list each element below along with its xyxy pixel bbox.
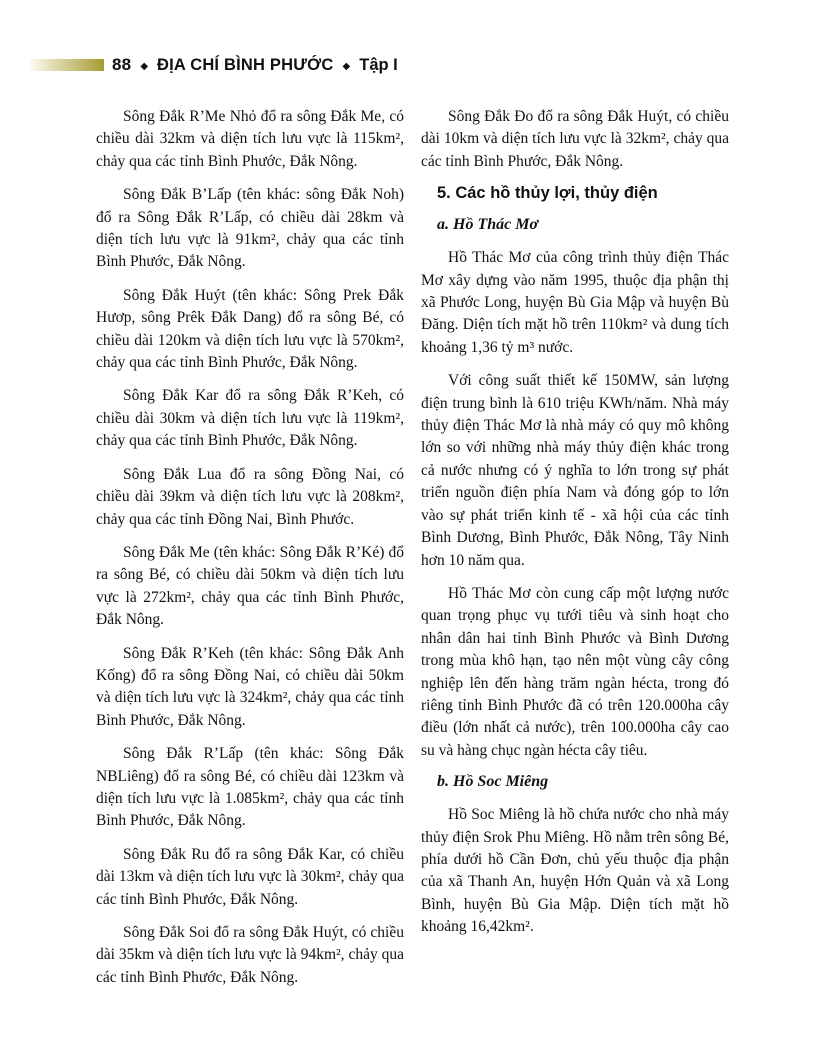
- diamond-icon: ◆: [342, 60, 351, 72]
- body-paragraph: Hồ Thác Mơ còn cung cấp một lượng nước quan trọng phục vụ tưới tiêu và sinh hoạt cho nhân dân hai tỉnh Bình Phước và Bình Dương trong mùa khô hạn, tạo nên một vùng cây công nghiệp lên đến hàng trăm ngàn hécta, trong đó riêng tỉnh Bình Phước đã có trên 120.000ha cây điều (lớn nhất cả nước), trên 100.000ha cây cao su và hàng chục ngàn hécta cây tiêu.: [421, 584, 729, 759]
- page-number: 88: [112, 55, 132, 74]
- body-paragraph: Sông Đắk Ru đổ ra sông Đắk Kar, có chiều dài 13km và diện tích lưu vực là 30km², chảy qua các tỉnh Bình Phước, Đắk Nông.: [96, 845, 404, 908]
- subheading-ho-thac-mo: a. Hồ Thác Mơ: [437, 216, 539, 234]
- volume-label: Tập I: [359, 55, 398, 74]
- book-title: ĐỊA CHÍ BÌNH PHƯỚC: [157, 55, 334, 74]
- body-paragraph: Với công suất thiết kế 150MW, sản lượng điện trung bình là 610 triệu KWh/năm. Nhà máy thủy điện Thác Mơ là nhà máy có quy mô không lớn so với những nhà máy thủy điện khác trong cả nước nhưng có ý nghĩa to lớn trong sự phát triển nguồn điện phía Nam và đóng góp to lớn vào sự phát triển kinh tế - xã hội của các tỉnh Bình Dương, Bình Phước, Đắk Nông, Tây Ninh hơn 10 năm qua.: [421, 372, 729, 569]
- left-column: [96, 106, 404, 1000]
- body-paragraph: Sông Đắk Kar đổ ra sông Đắk R’Keh, có chiều dài 30km và diện tích lưu vực là 119km², chảy qua các tỉnh Bình Phước, Đắk Nông.: [96, 387, 404, 450]
- body-paragraph: Sông Đắk Me (tên khác: Sông Đắk R’Ké) đổ ra sông Bé, có chiều dài 50km và diện tích lưu vực là 272km², chảy qua các tỉnh Bình Phước, Đắk Nông.: [96, 543, 404, 629]
- body-paragraph: Sông Đắk R’Keh (tên khác: Sông Đắk Anh Kống) đổ ra sông Đồng Nai, có chiều dài 50km và diện tích lưu vực là 324km², chảy qua các tỉnh Bình Phước, Đắk Nông.: [96, 644, 404, 729]
- two-column-text: [96, 106, 729, 1000]
- body-paragraph: Hồ Thác Mơ của công trình thủy điện Thác Mơ xây dựng vào năm 1995, thuộc địa phận thị xã Phước Long, huyện Bù Gia Mập và huyện Bù Đăng. Diện tích mặt hồ trên 110km² và dung tích khoảng 1,36 tỷ m³ nước.: [421, 249, 729, 356]
- page-header: [30, 52, 786, 78]
- body-paragraph: Sông Đắk R’Me Nhỏ đổ ra sông Đắk Me, có chiều dài 32km và diện tích lưu vực là 115km², chảy qua các tỉnh Bình Phước, Đắk Nông.: [96, 108, 404, 170]
- header-gradient-bar: [30, 59, 104, 71]
- subheading-ho-soc-mieng: b. Hồ Soc Miêng: [437, 773, 549, 791]
- body-paragraph: Sông Đắk B’Lấp (tên khác: sông Đắk Noh) đổ ra Sông Đắk R’Lấp, có chiều dài 28km và diện tích lưu vực là 91km², chảy qua các tỉnh Bình Phước, Đắk Nông.: [96, 186, 404, 271]
- diamond-icon: ◆: [140, 60, 149, 72]
- section-heading-lakes: 5. Các hồ thủy lợi, thủy điện: [437, 184, 658, 203]
- body-paragraph: Sông Đắk R’Lấp (tên khác: Sông Đắk NBLiêng) đổ ra sông Bé, có chiều dài 123km và diện tích lưu vực là 1.085km², chảy qua các tỉnh Bình Phước, Đắk Nông.: [96, 745, 404, 830]
- right-column: [421, 106, 729, 1000]
- body-paragraph: Hồ Soc Miêng là hồ chứa nước cho nhà máy thủy điện Srok Phu Miêng. Hồ nằm trên sông Bé, phía dưới hồ Cần Đơn, chủ yếu thuộc địa phận của xã Thanh An, huyện Hớn Quản và xã Long Bình, huyện Bù Gia Mập. Diện tích mặt hồ khoảng 16,42km².: [421, 806, 729, 936]
- body-paragraph: Sông Đắk Soi đổ ra sông Đắk Huýt, có chiều dài 35km và diện tích lưu vực là 94km², chảy qua các tỉnh Bình Phước, Đắk Nông.: [96, 924, 404, 986]
- body-paragraph: Sông Đắk Đo đổ ra sông Đắk Huýt, có chiều dài 10km và diện tích lưu vực là 32km², chảy qua các tỉnh Bình Phước, Đắk Nông.: [421, 108, 729, 170]
- body-paragraph: Sông Đắk Lua đổ ra sông Đồng Nai, có chiều dài 39km và diện tích lưu vực là 208km², chảy qua các tỉnh Đồng Nai, Bình Phước.: [96, 465, 404, 528]
- body-paragraph: Sông Đắk Huýt (tên khác: Sông Prek Đắk Hươp, sông Prêk Đắk Dang) đổ ra sông Bé, có chiều dài 120km và diện tích lưu vực là 570km², chảy qua các tỉnh Bình Phước, Đắk Nông.: [96, 286, 404, 372]
